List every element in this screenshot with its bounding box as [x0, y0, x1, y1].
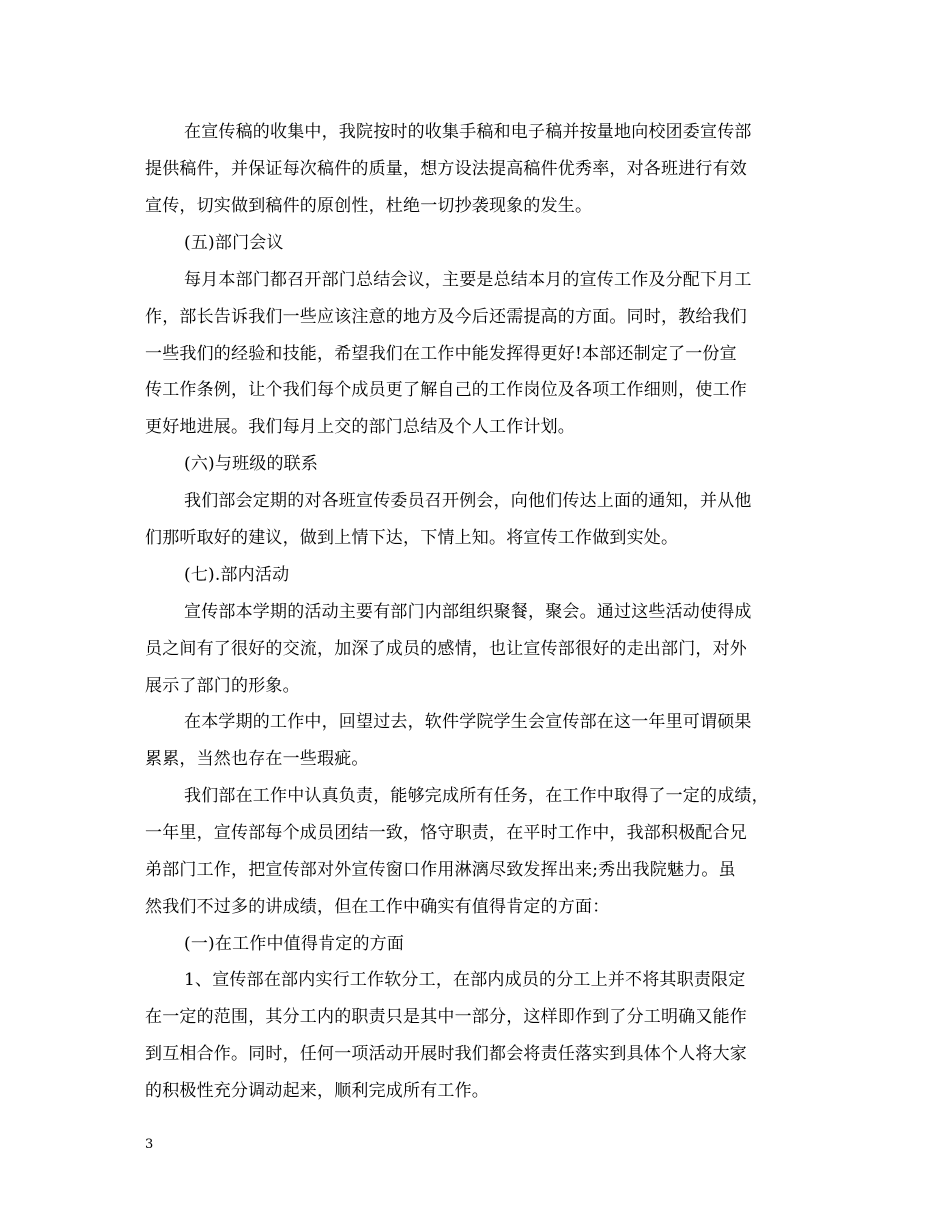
paragraph-line: 宣传部本学期的活动主要有部门内部组织聚餐，聚会。通过这些活动使得成 — [184, 602, 752, 622]
section-heading: (七).部内活动 — [184, 565, 290, 585]
section-heading: (五)部门会议 — [184, 233, 284, 253]
section-heading: (六)与班级的联系 — [184, 454, 319, 474]
paragraph-line: 作，部长告诉我们一些应该注意的地方及今后还需提高的方面。同时，教给我们 — [145, 307, 747, 327]
paragraph-line: 宣传，切实做到稿件的原创性，杜绝一切抄袭现象的发生。 — [145, 196, 593, 216]
paragraph-line: 累累，当然也存在一些瑕疵。 — [145, 749, 369, 769]
paragraph-line: 一年里，宣传部每个成员团结一致，恪守职责，在平时工作中，我部积极配合兄 — [145, 823, 747, 843]
paragraph-line: 我们部在工作中认真负责，能够完成所有任务，在工作中取得了一定的成绩， — [184, 786, 769, 806]
paragraph-line: 弟部门工作，把宣传部对外宣传窗口作用淋漓尽致发挥出来;秀出我院魅力。虽 — [145, 860, 736, 880]
paragraph-line: 提供稿件，并保证每次稿件的质量，想方设法提高稿件优秀率，对各班进行有效 — [145, 159, 747, 179]
paragraph-line: 一些我们的经验和技能，希望我们在工作中能发挥得更好!本部还制定了一份宣 — [145, 344, 737, 364]
paragraph-line: 员之间有了很好的交流，加深了成员的感情，也让宣传部很好的走出部门，对外 — [145, 639, 747, 659]
paragraph-line: 1、宣传部在部内实行工作软分工，在部内成员的分工上并不将其职责限定 — [184, 970, 746, 990]
section-heading: (一)在工作中值得肯定的方面 — [184, 934, 405, 954]
paragraph-line: 每月本部门都召开部门总结会议，主要是总结本月的宣传工作及分配下月工 — [184, 270, 752, 290]
paragraph-line: 在本学期的工作中，回望过去，软件学院学生会宣传部在这一年里可谓硕果 — [184, 712, 752, 732]
page-number: 3 — [145, 1137, 154, 1152]
paragraph-line: 们那听取好的建议，做到上情下达，下情上知。将宣传工作做到实处。 — [145, 528, 679, 548]
paragraph-line: 传工作条例，让个我们每个成员更了解自己的工作岗位及各项工作细则，使工作 — [145, 380, 747, 400]
paragraph-line: 然我们不过多的讲成绩，但在工作中确实有值得肯定的方面： — [145, 897, 610, 917]
paragraph-line: 在宣传稿的收集中，我院按时的收集手稿和电子稿并按量地向校团委宣传部 — [184, 122, 752, 142]
paragraph-line: 更好地进展。我们每月上交的部门总结及个人工作计划。 — [145, 417, 575, 437]
paragraph-line: 我们部会定期的对各班宣传委员召开例会，向他们传达上面的通知，并从他 — [184, 491, 752, 511]
paragraph-line: 的积极性充分调动起来，顺利完成所有工作。 — [145, 1081, 489, 1101]
paragraph-line: 在一定的范围，其分工内的职责只是其中一部分，这样即作到了分工明确又能作 — [145, 1007, 747, 1027]
paragraph-line: 展示了部门的形象。 — [145, 676, 300, 696]
paragraph-line: 到互相合作。同时，任何一项活动开展时我们都会将责任落实到具体个人将大家 — [145, 1044, 747, 1064]
